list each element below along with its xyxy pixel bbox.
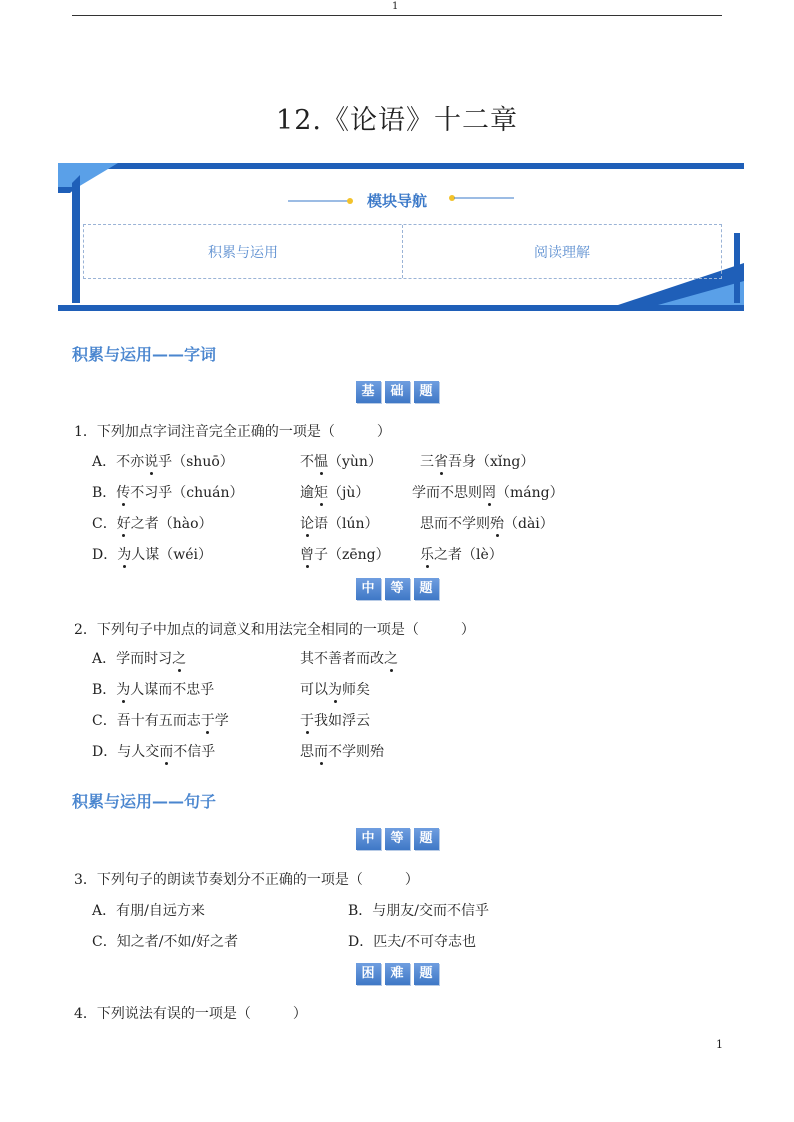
option-text: 我如浮云 — [314, 713, 370, 729]
option-text: 不学则殆 — [328, 744, 384, 760]
dotted-char: 殆 — [490, 516, 504, 532]
badge-char: 题 — [414, 828, 439, 850]
nav-title: 模块导航 — [366, 192, 427, 210]
option-label: D． — [92, 744, 118, 760]
q1-option-d-col2 — [300, 544, 390, 564]
option-label: A． — [92, 454, 117, 470]
option-text: （dài） — [504, 516, 554, 532]
q3-option-c: C．知之者/不如/好之者 — [92, 934, 239, 950]
option-text: 与人交 — [117, 744, 160, 760]
q1-option-a-col2 — [300, 451, 382, 471]
dotted-char: 好 — [116, 516, 131, 532]
option-text: 学而时习 — [116, 651, 173, 667]
q2-option-c-col2 — [300, 710, 370, 730]
dotted-char: 为 — [116, 682, 131, 698]
badge-hard — [0, 963, 794, 985]
option-text: （yùn） — [328, 454, 382, 470]
header-page-number: 1 — [392, 1, 399, 12]
badge-char: 中 — [356, 828, 381, 850]
section-heading-sentences: 积累与运用——句子 — [72, 792, 217, 811]
badge-medium — [0, 578, 794, 600]
dotted-char: 为 — [117, 547, 132, 563]
q1-option-d-col1 — [92, 544, 212, 564]
option-text: 不习乎（chuán） — [130, 485, 244, 501]
option-text: 学而不思则 — [412, 485, 482, 501]
dotted-char: 而 — [314, 744, 328, 760]
option-label: C． — [92, 516, 117, 532]
dotted-char: 而 — [159, 744, 174, 760]
nav-item-accumulation[interactable]: 积累与运用 — [208, 244, 278, 261]
badge-char: 难 — [385, 963, 410, 985]
option-text: 逾 — [300, 485, 314, 501]
q2-option-a-col1 — [92, 648, 186, 668]
question-2-stem: 2．下列句子中加点的词意义和用法完全相同的一项是（ ） — [74, 622, 475, 638]
option-text: 师矣 — [342, 682, 370, 698]
dotted-char: 为 — [328, 682, 342, 698]
badge-char: 础 — [385, 381, 410, 403]
q3-option-a: A．有朋/自远方来 — [92, 903, 205, 919]
question-3-stem: 3．下列句子的朗读节奏划分不正确的一项是（ ） — [74, 872, 419, 888]
q2-option-c-col1 — [92, 710, 229, 730]
badge-char: 题 — [414, 578, 439, 600]
q1-option-c-col2 — [300, 513, 379, 533]
option-text: 乎（shuō） — [158, 454, 234, 470]
q2-option-b-col2 — [300, 679, 370, 699]
dotted-char: 曾 — [300, 547, 314, 563]
option-text: 语（lún） — [314, 516, 379, 532]
option-text: 思 — [300, 744, 314, 760]
badge-char: 基 — [356, 381, 381, 403]
dotted-char: 乐 — [420, 547, 434, 563]
option-text: 不信乎 — [173, 744, 216, 760]
dotted-char: 于 — [200, 713, 215, 729]
q1-option-a-col3 — [420, 451, 534, 471]
dotted-char: 传 — [116, 485, 131, 501]
option-text: 子（zēng） — [314, 547, 390, 563]
badge-char: 困 — [356, 963, 381, 985]
badge-basic — [0, 381, 794, 403]
q1-option-b-col3 — [412, 482, 564, 502]
badge-char: 等 — [385, 828, 410, 850]
question-1-stem: 1．下列加点字词注音完全正确的一项是（ ） — [74, 424, 391, 440]
option-text: 三 — [420, 454, 434, 470]
option-label: A． — [92, 651, 117, 667]
q2-option-d-col1 — [92, 741, 215, 761]
question-4-stem: 4．下列说法有误的一项是（ ） — [74, 1006, 307, 1022]
dotted-char: 愠 — [314, 454, 328, 470]
badge-char: 等 — [385, 578, 410, 600]
badge-char: 题 — [414, 963, 439, 985]
dotted-char: 省 — [434, 454, 448, 470]
option-text: 人谋（wéi） — [131, 547, 212, 563]
nav-item-reading[interactable]: 阅读理解 — [402, 225, 721, 278]
dotted-char: 矩 — [314, 485, 328, 501]
option-text: 人谋而不忠乎 — [130, 682, 215, 698]
option-label: B． — [92, 485, 117, 501]
q1-option-c-col3 — [420, 513, 554, 533]
badge-char: 题 — [414, 381, 439, 403]
option-text: 不亦 — [116, 454, 145, 470]
option-text: 可以 — [300, 682, 328, 698]
option-label: B． — [92, 682, 117, 698]
option-text: （jù） — [328, 485, 370, 501]
option-text: 其不善者而改 — [300, 651, 384, 667]
footer-page-number: 1 — [716, 1038, 723, 1051]
nav-box — [83, 224, 722, 279]
q1-option-b-col2 — [300, 482, 369, 502]
option-text: 学 — [214, 713, 229, 729]
dotted-char: 于 — [300, 713, 314, 729]
dotted-char: 罔 — [482, 485, 496, 501]
q1-option-d-col3 — [420, 544, 503, 564]
q1-option-b-col1 — [92, 482, 244, 502]
dotted-char: 说 — [144, 454, 159, 470]
q1-option-c-col1 — [92, 513, 213, 533]
option-label: C． — [92, 713, 117, 729]
option-text: 之者（lè） — [434, 547, 503, 563]
option-text: 之者（hào） — [130, 516, 213, 532]
badge-char: 中 — [356, 578, 381, 600]
header-rule — [72, 15, 722, 16]
q1-option-a-col1 — [92, 451, 234, 471]
option-text: 不 — [300, 454, 314, 470]
q2-option-b-col1 — [92, 679, 214, 699]
q2-option-a-col2 — [300, 648, 398, 668]
badge-medium-2 — [0, 828, 794, 850]
dotted-char: 之 — [384, 651, 398, 667]
q3-option-d: D．匹夫/不可夺志也 — [348, 934, 476, 950]
section-heading-words: 积累与运用——字词 — [72, 345, 217, 364]
option-text: 吾十有五而志 — [116, 713, 201, 729]
page-title: 12.《论语》十二章 — [276, 105, 518, 136]
dotted-char: 之 — [172, 651, 187, 667]
option-text: 吾身（xǐng） — [448, 454, 535, 470]
option-text: 思而不学则 — [420, 516, 490, 532]
dotted-char: 论 — [300, 516, 314, 532]
option-label: D． — [92, 547, 118, 563]
q3-option-b: B．与朋友/交而不信乎 — [348, 903, 490, 919]
option-text: （máng） — [496, 485, 564, 501]
q2-option-d-col2 — [300, 741, 384, 761]
